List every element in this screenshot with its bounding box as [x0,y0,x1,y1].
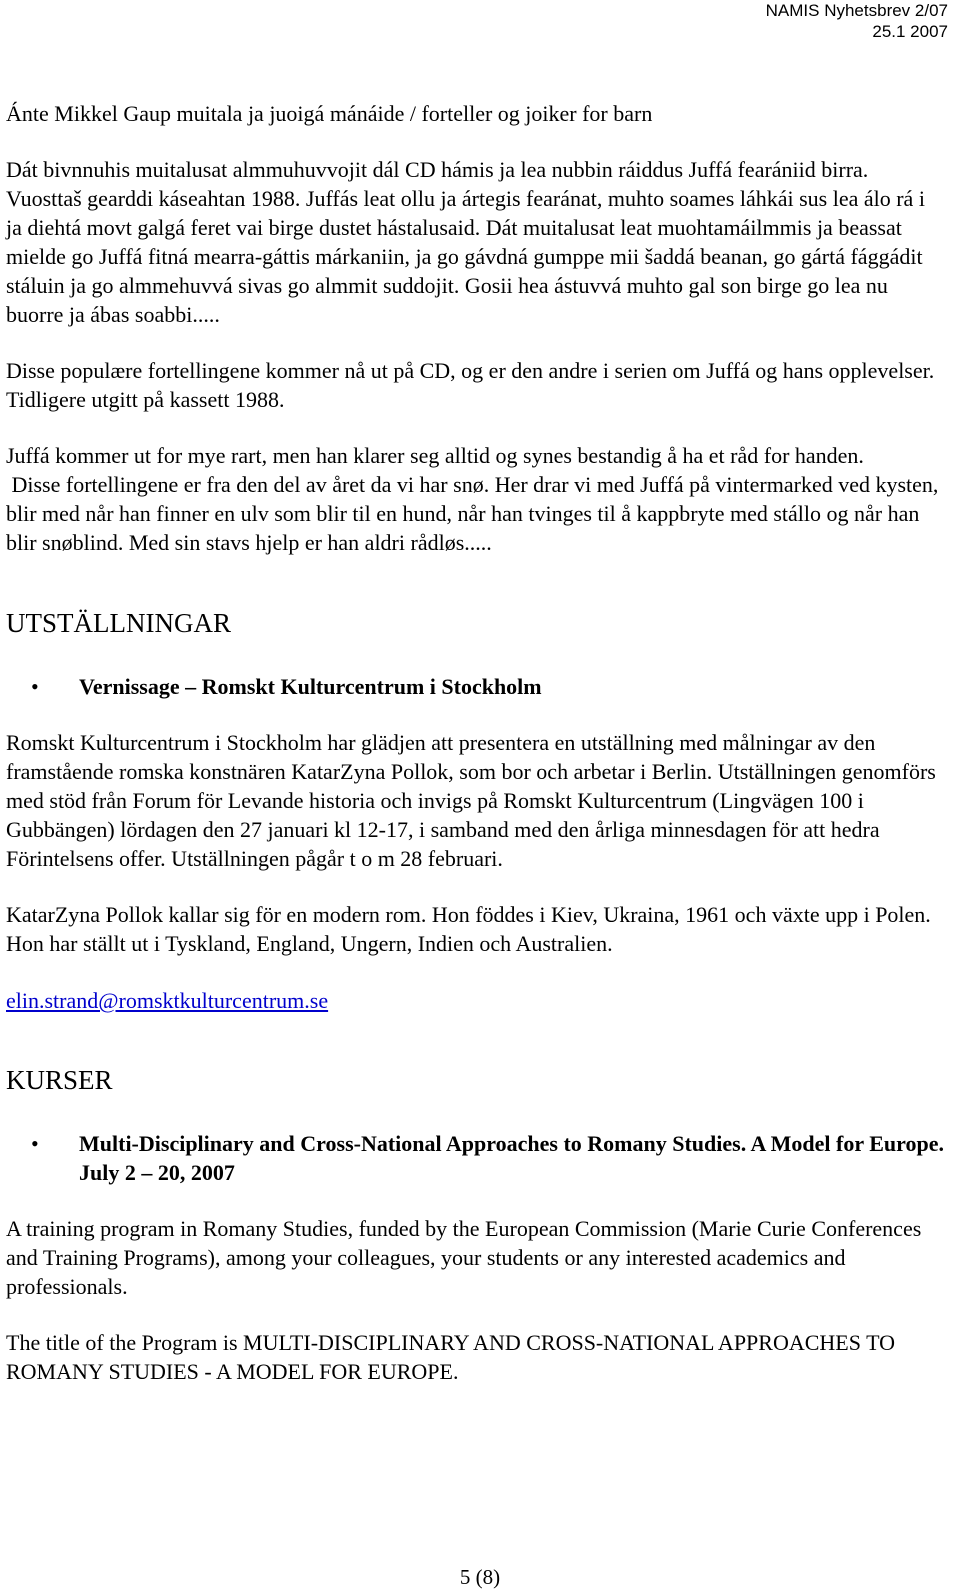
newsletter-date: 25.1 2007 [872,22,948,41]
sami-paragraph: Dát bivnnuhis muitalusat almmuhuvvojit dál CD hámis ja lea nubbin ráiddus Juffá fearániid birra. Vuosttaš gearddi káseahtan 1988. Juffás leat ollu ja ártegis fearánat, muhto soames láhkái sus lea álo rá i ja diehtá movt galgá feret vai birge dustet hástalusaid. Dát muitalusat leat muohtamáilmmis ja beassat mielde go Juffá fitná mearra-gáttis márkaniin, ja go gávdná gumppe mii šaddá beanan, go gártá fággádit stáluin ja go almmehuvvá sivas go almmit suddojit. Gosii hea ástuvvá muhto gal son birge go lea nu buorre ja ábas soabbi..... [6,157,925,327]
newsletter-title: NAMIS Nyhetsbrev 2/07 [765,1,948,20]
story-title: Ánte Mikkel Gaup muitala ja juoigá mánáide / forteller og joiker for barn [6,101,653,126]
heading-kurser: KURSER [6,1065,113,1095]
contact-email-link[interactable]: elin.strand@romsktkulturcentrum.se [6,988,329,1013]
norwegian-paragraph-2b: Disse fortellingene er fra den del av året da vi har snø. Her drar vi med Juffá på vintermarked ved kysten, blir med når han finner en ulv som blir til en hund, når han tvinges til å kappbryte med stállo og når han blir snøblind. Med sin stavs hjelp er han aldri rådløs..... [6,472,944,555]
exhibition-paragraph-2: KatarZyna Pollok kallar sig för en modern rom. Hon föddes i Kiev, Ukraina, 1961 och växte upp i Polen. Hon har ställt ut i Tyskland, England, Ungern, Indien och Australien. [6,902,931,956]
exhibition-paragraph-1: Romskt Kulturcentrum i Stockholm har glädjen att presentera en utställning med målningar av den framstående romska konstnären KatarZyna Pollok, som bor och arbetar i Berlin. Utställningen genomförs med stöd från Forum för Levande historia och invigs på Romskt Kulturcentrum (Lingvägen 100 i Gubbängen) lördagen den 27 januari kl 12-17, i samband med den årliga minnesdagen för att hedra Förintelsens offer. Utställningen pågår t o m 28 februari. [6,730,936,871]
bullet-glyph: • [31,1131,39,1156]
bullet-glyph: • [31,674,39,699]
bullet-vernissage-title: Vernissage – Romskt Kulturcentrum i Stockholm [79,674,542,699]
page-header [766,0,948,42]
heading-utstallningar: UTSTÄLLNINGAR [6,608,231,638]
document-body [6,99,946,1386]
bullet-course [6,1129,946,1187]
course-paragraph-1: A training program in Romany Studies, funded by the European Commission (Marie Curie Conferences and Training Programs), among your colleagues, your students or any interested academics and professionals. [6,1216,922,1299]
page-number: 5 (8) [459,1565,501,1589]
bullet-course-title: Multi-Disciplinary and Cross-National Approaches to Romany Studies. A Model for Europe. July 2 – 20, 2007 [79,1131,945,1185]
norwegian-paragraph-1: Disse populære fortellingene kommer nå ut på CD, og er den andre i serien om Juffá og hans opplevelser. Tidligere utgitt på kassett 1988. [6,358,935,412]
course-paragraph-2: The title of the Program is MULTI-DISCIPLINARY AND CROSS-NATIONAL APPROACHES TO ROMANY STUDIES - A MODEL FOR EUROPE. [6,1330,896,1384]
norwegian-paragraph-2a: Juffá kommer ut for mye rart, men han klarer seg alltid og synes bestandig å ha et råd for handen. [6,443,864,468]
bullet-vernissage [6,672,946,701]
